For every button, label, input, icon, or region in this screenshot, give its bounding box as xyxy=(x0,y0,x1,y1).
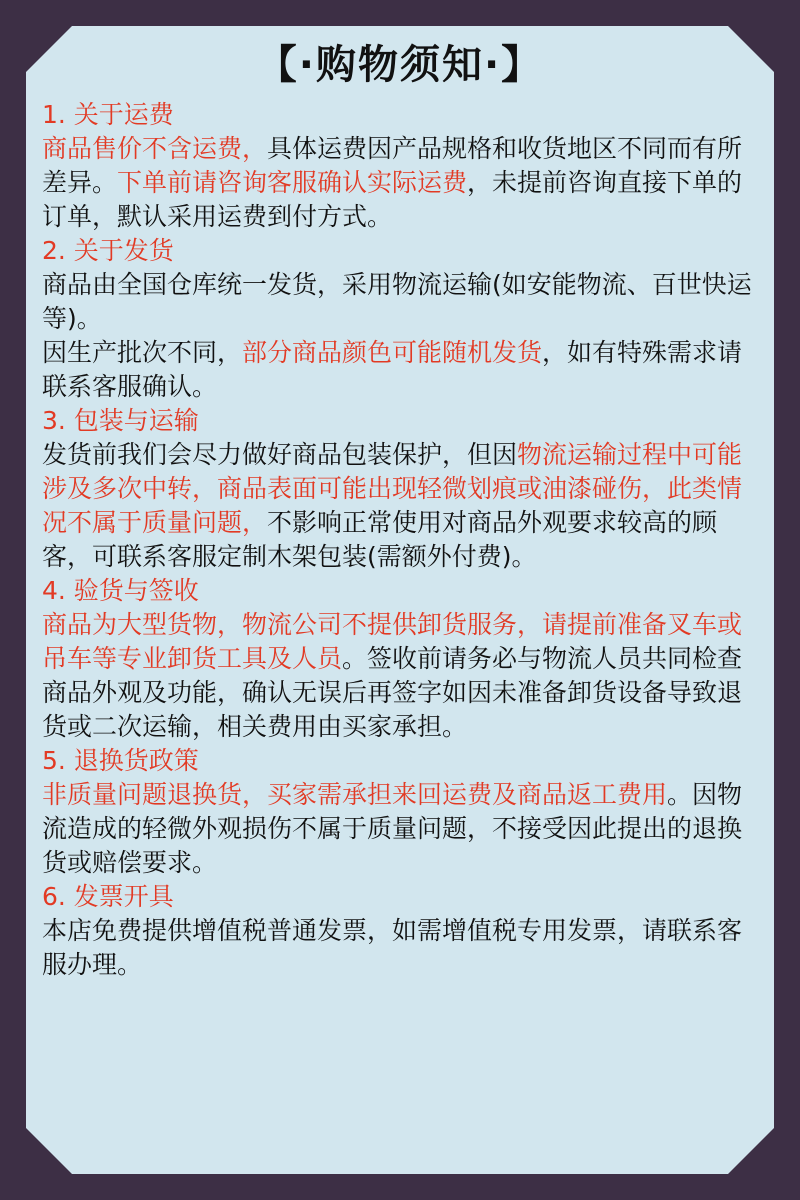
highlighted-text: 物流运输过程中可能涉及多次中转，商品表面可能出现轻微划痕或油漆碰伤，此类情况不属于质量问题， xyxy=(42,440,743,537)
body-text: 商品由全国仓库统一发货，采用物流运输(如安能物流、百世快运等)。 xyxy=(42,270,752,333)
section-paragraph xyxy=(42,914,762,982)
body-text: 。因物流造成的轻微外观损伤不属于质量问题，不接受因此提出的退换货或赔偿要求。 xyxy=(42,780,743,877)
notice-card xyxy=(26,26,774,1174)
body-text: ，如有特殊需求请联系客服确认。 xyxy=(42,338,743,401)
section-paragraph xyxy=(42,336,762,404)
body-text: 本店免费提供增值税普通发票，如需增值税专用发票，请联系客服办理。 xyxy=(42,916,743,979)
page-title: 【·购物须知·】 xyxy=(256,42,544,88)
notice-section xyxy=(42,98,762,234)
highlighted-text: 商品为大型货物，物流公司不提供卸货服务，请提前准备叉车或吊车等专业卸货工具及人员 xyxy=(42,610,743,673)
body-text: ，未提前咨询直接下单的订单，默认采用运费到付方式。 xyxy=(42,168,743,231)
section-heading: 4. 验货与签收 xyxy=(42,576,199,605)
notice-section xyxy=(42,574,762,744)
highlighted-text: 商品售价不含运费， xyxy=(42,134,268,163)
section-paragraph xyxy=(42,132,762,234)
section-paragraph xyxy=(42,268,762,336)
notice-section xyxy=(42,880,762,982)
section-heading: 2. 关于发货 xyxy=(42,236,174,265)
body-text: 。签收前请务必与物流人员共同检查商品外观及功能，确认无误后再签字如因未准备卸货设备导致退货或二次运输，相关费用由买家承担。 xyxy=(42,644,743,741)
notice-section xyxy=(42,404,762,574)
notice-section xyxy=(42,234,762,404)
notice-content xyxy=(42,98,762,982)
body-text: 因生产批次不同， xyxy=(42,338,243,367)
section-heading: 3. 包装与运输 xyxy=(42,406,199,435)
section-heading: 5. 退换货政策 xyxy=(42,746,199,775)
body-text: 发货前我们会尽力做好商品包装保护，但因 xyxy=(42,440,518,469)
notice-section xyxy=(42,744,762,880)
highlighted-text: 部分商品颜色可能随机发货 xyxy=(242,338,543,367)
section-heading: 1. 关于运费 xyxy=(42,100,174,129)
section-paragraph xyxy=(42,608,762,744)
highlighted-text: 非质量问题退换货，买家需承担来回运费及商品返工费用 xyxy=(42,780,668,809)
body-text: 具体运费因产品规格和收货地区不同而有所差异。 xyxy=(42,134,743,197)
highlighted-text: 下单前请咨询客服确认实际运费 xyxy=(117,168,468,197)
corner-decoration-bottom-left xyxy=(26,1128,72,1174)
section-heading: 6. 发票开具 xyxy=(42,882,174,911)
corner-decoration-bottom-right xyxy=(728,1128,774,1174)
section-paragraph xyxy=(42,438,762,574)
body-text: 不影响正常使用对商品外观要求较高的顾客，可联系客服定制木架包装(需额外付费)。 xyxy=(42,508,718,571)
section-paragraph xyxy=(42,778,762,880)
